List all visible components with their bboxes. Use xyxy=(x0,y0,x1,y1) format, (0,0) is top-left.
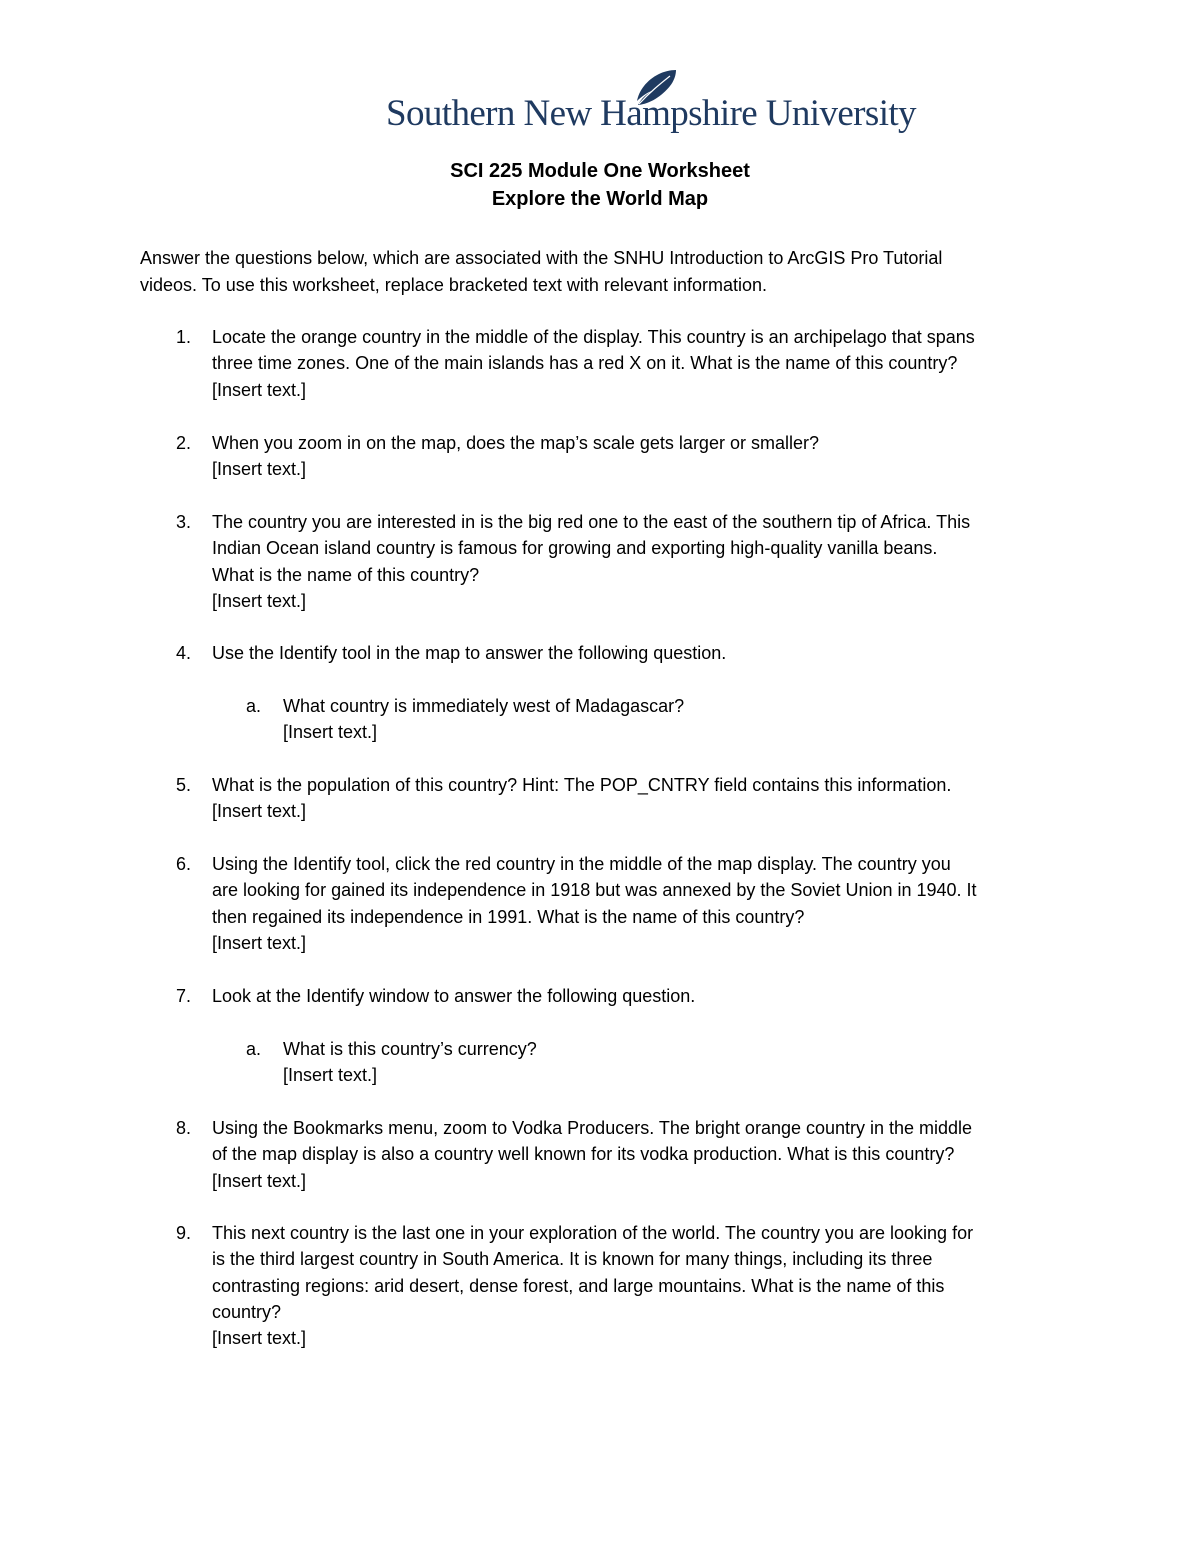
answer-placeholder[interactable]: [Insert text.] xyxy=(212,801,307,822)
question-text-line: What is this country’s currency? xyxy=(283,1039,537,1059)
question-text-line: is the third largest country in South America. It is known for many things, including its three xyxy=(212,1249,933,1270)
question-text-line: This next country is the last one in your exploration of the world. The country you are looking for xyxy=(212,1223,974,1243)
answer-placeholder[interactable]: [Insert text.] xyxy=(212,1170,307,1191)
university-logo xyxy=(386,68,916,138)
question-text-line: Use the Identify tool in the map to answer the following question. xyxy=(212,643,727,663)
question-number: 1. xyxy=(176,327,192,347)
question-text-line: When you zoom in on the map, does the map’s scale gets larger or smaller? xyxy=(212,433,819,453)
question-text-line: Using the Bookmarks menu, zoom to Vodka Producers. The bright orange country in the middle xyxy=(212,1118,973,1138)
question-text-line: three time zones. One of the main islands has a red X on it. What is the name of this country? xyxy=(212,353,958,374)
answer-placeholder[interactable]: [Insert text.] xyxy=(212,590,307,611)
question-text-line: Using the Identify tool, click the red country in the middle of the map display. The country you xyxy=(212,854,951,874)
question-text-line: What is the population of this country? Hint: The POP_CNTRY field contains this information. xyxy=(212,775,952,795)
question-number: 2. xyxy=(176,433,192,453)
question-number: 7. xyxy=(176,986,192,1006)
question-number: 6. xyxy=(176,854,192,874)
question-text-line: of the map display is also a country well known for its vodka production. What is this country? xyxy=(212,1144,955,1165)
answer-placeholder[interactable]: [Insert text.] xyxy=(212,932,307,953)
worksheet-title: SCI 225 Module One Worksheet xyxy=(450,160,750,182)
question-number: 3. xyxy=(176,512,192,532)
answer-placeholder[interactable]: [Insert text.] xyxy=(212,459,307,480)
question-number: 8. xyxy=(176,1118,192,1138)
question-text-line: Look at the Identify window to answer the following question. xyxy=(212,986,696,1006)
question-text-line: What country is immediately west of Madagascar? xyxy=(283,696,685,716)
answer-placeholder[interactable]: [Insert text.] xyxy=(212,1328,307,1349)
question-text-line: country? xyxy=(212,1301,282,1322)
answer-placeholder[interactable]: [Insert text.] xyxy=(283,1065,378,1086)
intro-line: Answer the questions below, which are associated with the SNHU Introduction to ArcGIS Pro Tutorial xyxy=(140,248,943,268)
subquestion-letter: a. xyxy=(246,696,262,716)
question-number: 4. xyxy=(176,643,192,663)
question-text-line: Indian Ocean island country is famous for growing and exporting high-quality vanilla beans. xyxy=(212,538,938,559)
question-text-line: What is the name of this country? xyxy=(212,564,480,585)
question-text-line: The country you are interested in is the big red one to the east of the southern tip of Africa. This xyxy=(212,512,971,532)
intro-paragraph xyxy=(140,245,1060,298)
question-text-line: Locate the orange country in the middle of the display. This country is an archipelago that spans xyxy=(212,327,975,347)
question-text-line: are looking for gained its independence in 1918 but was annexed by the Soviet Union in 1940. It xyxy=(212,880,977,901)
university-logo-text: Southern New Hampshire University xyxy=(386,93,916,134)
answer-placeholder[interactable]: [Insert text.] xyxy=(212,379,307,400)
worksheet-subtitle: Explore the World Map xyxy=(491,188,709,210)
question-text-line: contrasting regions: arid desert, dense forest, and large mountains. What is the name of this xyxy=(212,1275,945,1296)
question-text-line: then regained its independence in 1991. What is the name of this country? xyxy=(212,906,805,927)
subquestion-letter: a. xyxy=(246,1039,262,1059)
question-number: 5. xyxy=(176,775,192,795)
question-number: 9. xyxy=(176,1223,192,1243)
intro-line: videos. To use this worksheet, replace bracketed text with relevant information. xyxy=(140,274,767,295)
answer-placeholder[interactable]: [Insert text.] xyxy=(283,722,378,743)
